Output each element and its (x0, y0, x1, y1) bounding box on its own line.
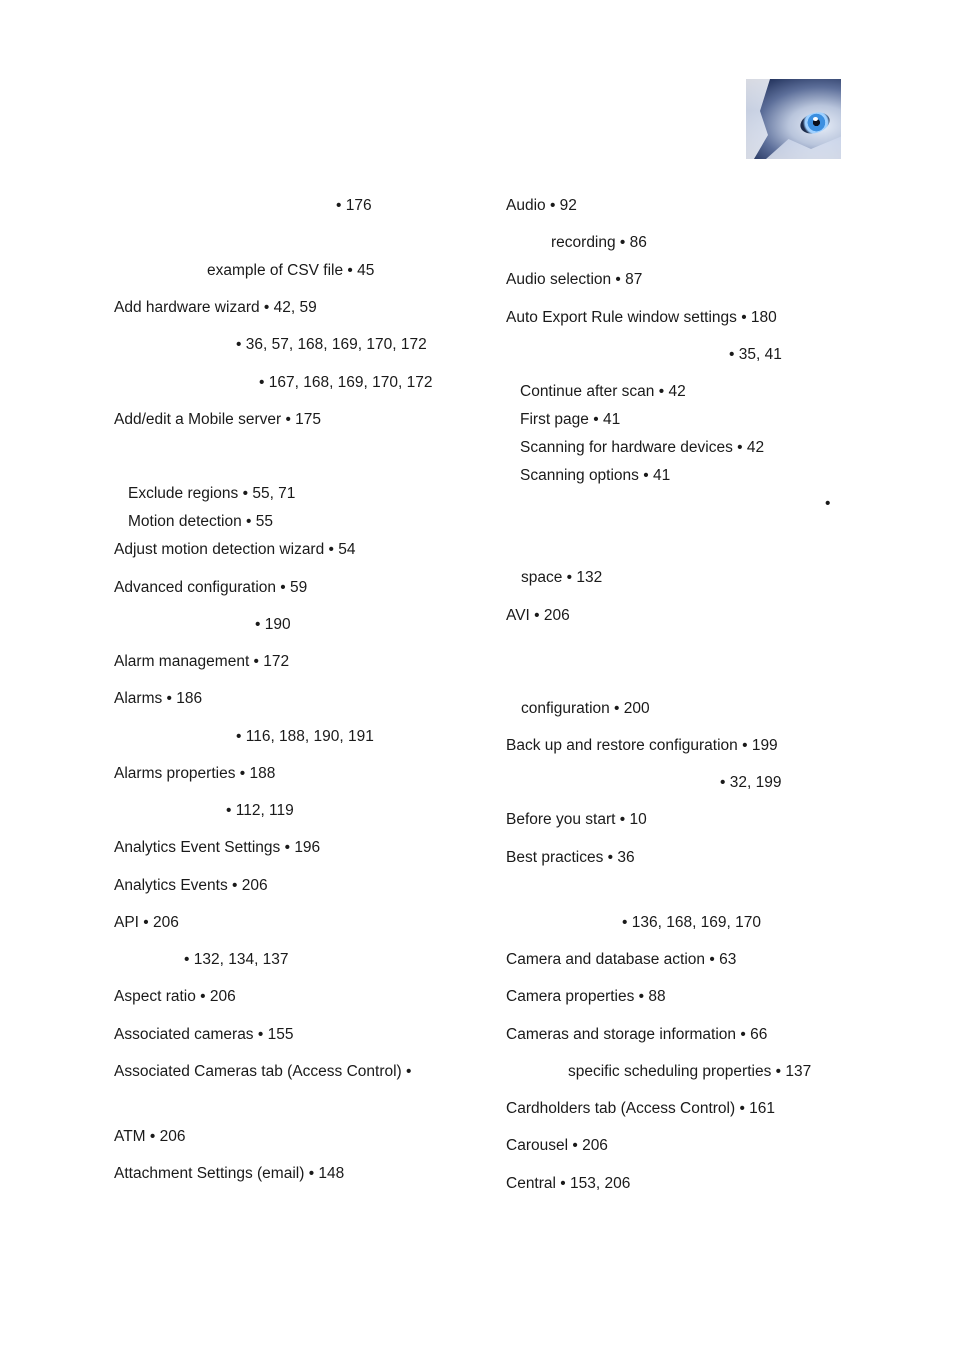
index-entry: Motion detection • 55 (128, 513, 274, 530)
index-entry: • 35, 41 (729, 346, 782, 363)
index-entry: Back up and restore configuration • 199 (506, 737, 778, 754)
index-entry: Cameras and storage information • 66 (506, 1026, 768, 1043)
index-entry: • 132, 134, 137 (184, 951, 289, 968)
index-entry: Adjust motion detection wizard • 54 (114, 541, 356, 558)
index-entry: Scanning options • 41 (520, 467, 671, 484)
index-entry: AVI • 206 (506, 607, 570, 624)
index-entry: Associated Cameras tab (Access Control) • (114, 1063, 412, 1080)
index-entry: Associated cameras • 155 (114, 1026, 294, 1043)
index-entry: Carousel • 206 (506, 1137, 608, 1154)
index-entry: • (825, 495, 831, 512)
index-entry: Attachment Settings (email) • 148 (114, 1165, 345, 1182)
index-entry: Alarms • 186 (114, 690, 203, 707)
index-entry: Central • 153, 206 (506, 1175, 631, 1192)
index-entry: space • 132 (521, 569, 603, 586)
index-entry: • 176 (336, 197, 372, 214)
index-entry: Analytics Event Settings • 196 (114, 839, 321, 856)
index-entry: • 167, 168, 169, 170, 172 (259, 374, 433, 391)
index-entry: Add/edit a Mobile server • 175 (114, 411, 322, 428)
wolf-eye-logo (746, 79, 841, 159)
index-entry: configuration • 200 (521, 700, 650, 717)
index-entry: Auto Export Rule window settings • 180 (506, 309, 777, 326)
index-entry: Best practices • 36 (506, 849, 635, 866)
index-entry: example of CSV file • 45 (207, 262, 375, 279)
index-entry: Audio selection • 87 (506, 271, 643, 288)
index-entry: • 190 (255, 616, 291, 633)
index-entry: Advanced configuration • 59 (114, 579, 308, 596)
index-entry: Continue after scan • 42 (520, 383, 686, 400)
index-entry: Alarms properties • 188 (114, 765, 276, 782)
index-entry: Analytics Events • 206 (114, 877, 268, 894)
index-entry: • 32, 199 (720, 774, 782, 791)
index-entry: API • 206 (114, 914, 179, 931)
index-entry: • 36, 57, 168, 169, 170, 172 (236, 336, 427, 353)
index-entry: recording • 86 (551, 234, 647, 251)
index-entry: specific scheduling properties • 137 (568, 1063, 812, 1080)
index-entry: Aspect ratio • 206 (114, 988, 236, 1005)
index-entry: Camera and database action • 63 (506, 951, 737, 968)
index-entry: Scanning for hardware devices • 42 (520, 439, 765, 456)
index-entry: • 112, 119 (226, 802, 294, 819)
index-entry: Camera properties • 88 (506, 988, 666, 1005)
index-entry: Add hardware wizard • 42, 59 (114, 299, 317, 316)
index-entry: • 116, 188, 190, 191 (236, 728, 374, 745)
index-entry: Cardholders tab (Access Control) • 161 (506, 1100, 776, 1117)
index-entry: • 136, 168, 169, 170 (622, 914, 762, 931)
index-entry: First page • 41 (520, 411, 621, 428)
index-entry: Before you start • 10 (506, 811, 647, 828)
index-entry: Exclude regions • 55, 71 (128, 485, 296, 502)
eye-icon (798, 109, 833, 137)
index-entry: ATM • 206 (114, 1128, 186, 1145)
index-entry: Audio • 92 (506, 197, 577, 214)
index-entry: Alarm management • 172 (114, 653, 290, 670)
